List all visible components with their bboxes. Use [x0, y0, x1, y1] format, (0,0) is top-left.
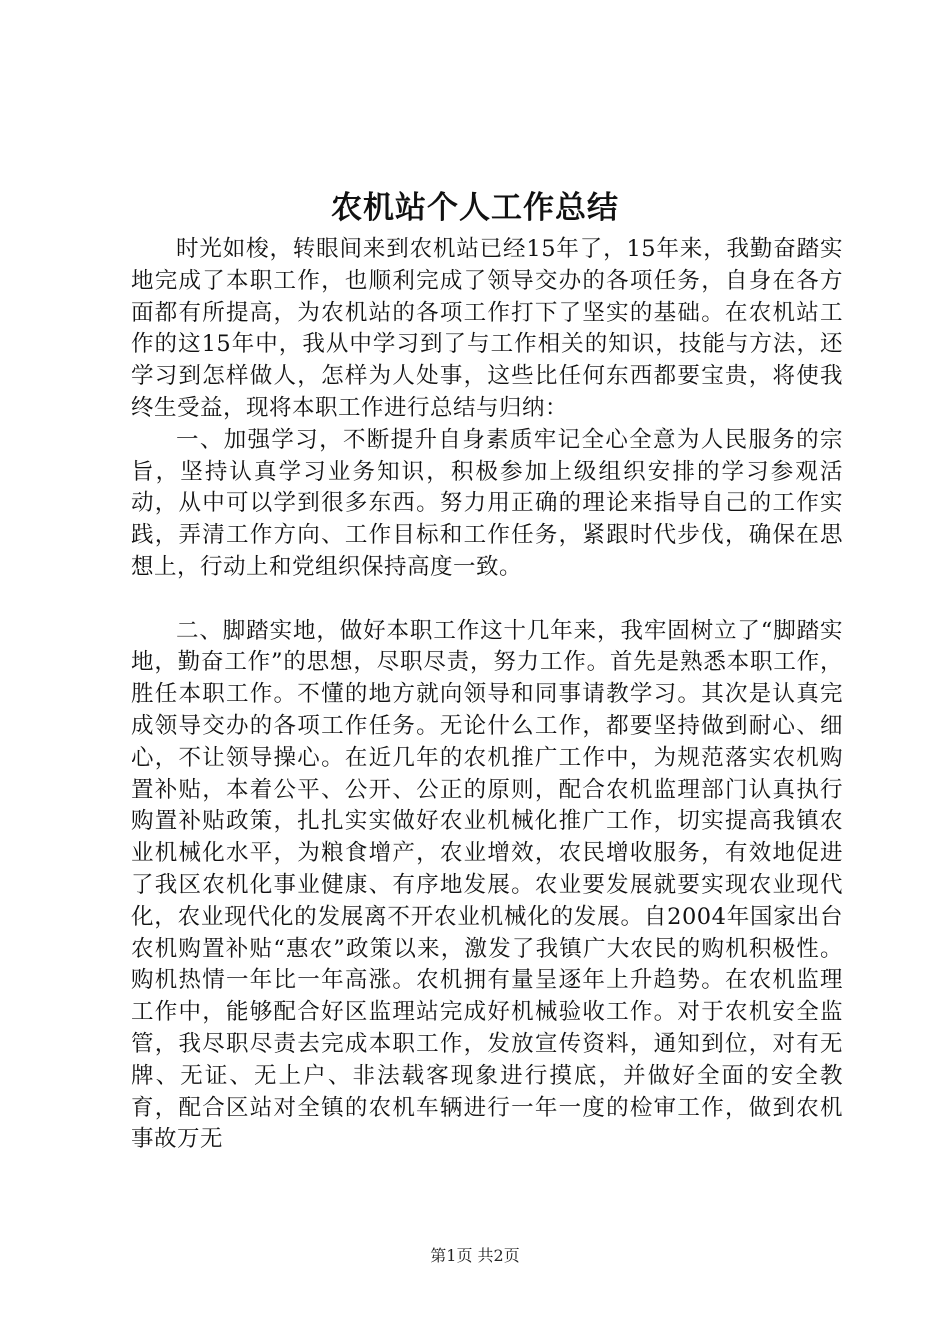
page-number-footer: 第1页 共2页 — [430, 1246, 520, 1265]
paragraph-section-1: 一、加强学习，不断提升自身素质牢记全心全意为人民服务的宗旨，坚持认真学习业务知识，积极参加上级组织安排的学习参观活动，从中可以学到很多东西。努力用正确的理论来指导自己的工作实践，弄清工作方向、工作目标和工作任务，紧跟时代步伐，确保在思想上，行动上和党组织保持高度一致。 — [131, 426, 843, 580]
paragraph-section-2: 二、脚踏实地，做好本职工作这十几年来，我牢固树立了“脚踏实地，勤奋工作”的思想，尽职尽责，努力工作。首先是熟悉本职工作，胜任本职工作。不懂的地方就向领导和同事请教学习。其次是认真完成领导交办的各项工作任务。无论什么工作，都要坚持做到耐心、细心，不让领导操心。在近几年的农机推广工作中，为规范落实农机购置补贴，本着公平、公开、公正的原则，配合农机监理部门认真执行购置补贴政策，扎扎实实做好农业机械化推广工作，切实提高我镇农业机械化水平，为粮食增产，农业增效，农民增收服务，有效地促进了我区农机化事业健康、有序地发展。农业要发展就要实现农业现代化，农业现代化的发展离不开农业机械化的发展。自2004年国家出台农机购置补贴“惠农”政策以来，激发了我镇广大农民的购机积极性。购机热情一年比一年高涨。农机拥有量呈逐年上升趋势。在农机监理工作中，能够配合好区监理站完成好机械验收工作。对于农机安全监管，我尽职尽责去完成本职工作，发放宣传资料，通知到位，对有无牌、无证、无上户、非法载客现象进行摸底，并做好全面的安全教育，配合区站对全镇的农机车辆进行一年一度的检审工作，做到农机事故万无 — [131, 617, 843, 1153]
document-title: 农机站个人工作总结 — [331, 190, 619, 226]
document-body — [131, 234, 843, 1156]
paragraph-intro: 时光如梭，转眼间来到农机站已经15年了，15年来，我勤奋踏实地完成了本职工作，也顺利完成了领导交办的各项任务，自身在各方面都有所提高，为农机站的各项工作打下了坚实的基础。在农机站工作的这15年中，我从中学习到了与工作相关的知识，技能与方法，还学习到怎样做人，怎样为人处事，这些比任何东西都要宝贵，将使我终生受益，现将本职工作进行总结与归纳： — [131, 236, 843, 421]
